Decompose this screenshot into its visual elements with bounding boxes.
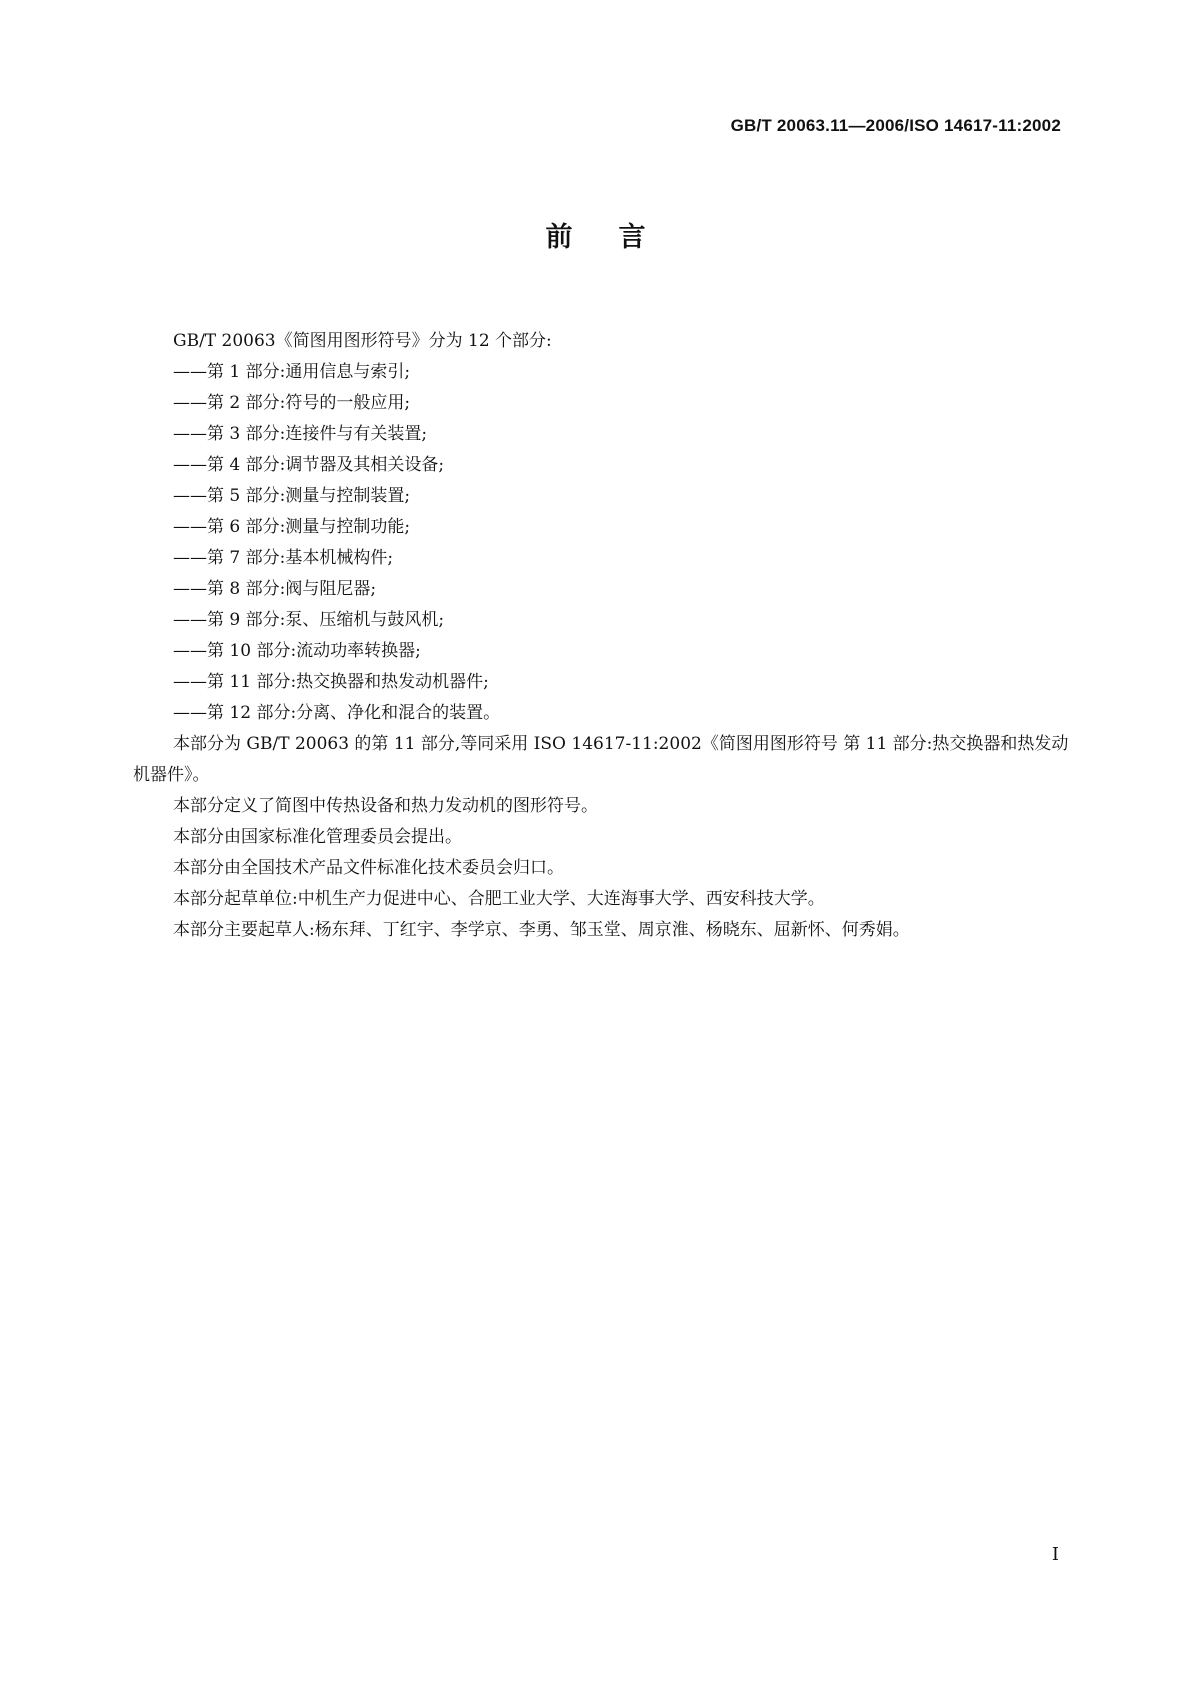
part-list-item: ——第 9 部分:泵、压缩机与鼓风机; xyxy=(173,610,445,630)
part-list-item: ——第 7 部分:基本机械构件; xyxy=(173,548,394,568)
proposer-paragraph: 本部分由国家标准化管理委员会提出。 xyxy=(173,827,462,847)
page-number: I xyxy=(1051,1544,1059,1565)
part-list-item: ——第 1 部分:通用信息与索引; xyxy=(173,362,411,382)
standard-number: GB/T 20063.11—2006/ISO 14617-11:2002 xyxy=(730,116,1061,135)
part-list-item: ——第 3 部分:连接件与有关装置; xyxy=(173,424,428,444)
part-list-item: ——第 8 部分:阀与阻尼器; xyxy=(173,579,377,599)
intro-paragraph: GB/T 20063《简图用图形符号》分为 12 个部分: xyxy=(173,331,552,351)
part-list-item: ——第 10 部分:流动功率转换器; xyxy=(173,641,421,661)
adoption-paragraph: 本部分为 GB/T 20063 的第 11 部分,等同采用 ISO 14617-11:2002《简图用图形符号 第 11 部分:热交换器和热发动机器件》。 xyxy=(133,734,1069,785)
scope-paragraph: 本部分定义了简图中传热设备和热力发动机的图形符号。 xyxy=(173,796,598,816)
page-title: 前言 xyxy=(545,222,692,253)
part-list-item: ——第 2 部分:符号的一般应用; xyxy=(173,393,411,413)
part-list-item: ——第 5 部分:测量与控制装置; xyxy=(173,486,411,506)
part-list-item: ——第 11 部分:热交换器和热发动机器件; xyxy=(173,672,489,692)
drafting-units-paragraph: 本部分起草单位:中机生产力促进中心、合肥工业大学、大连海事大学、西安科技大学。 xyxy=(173,889,825,909)
part-list-item: ——第 6 部分:测量与控制功能; xyxy=(173,517,411,537)
committee-paragraph: 本部分由全国技术产品文件标准化技术委员会归口。 xyxy=(173,858,564,878)
part-list-item: ——第 12 部分:分离、净化和混合的装置。 xyxy=(173,703,501,723)
document-body xyxy=(133,326,1079,946)
part-list-item: ——第 4 部分:调节器及其相关设备; xyxy=(173,455,445,475)
drafters-paragraph: 本部分主要起草人:杨东拜、丁红宇、李学京、李勇、邹玉堂、周京淮、杨晓东、屈新怀、何秀娟。 xyxy=(173,920,910,940)
